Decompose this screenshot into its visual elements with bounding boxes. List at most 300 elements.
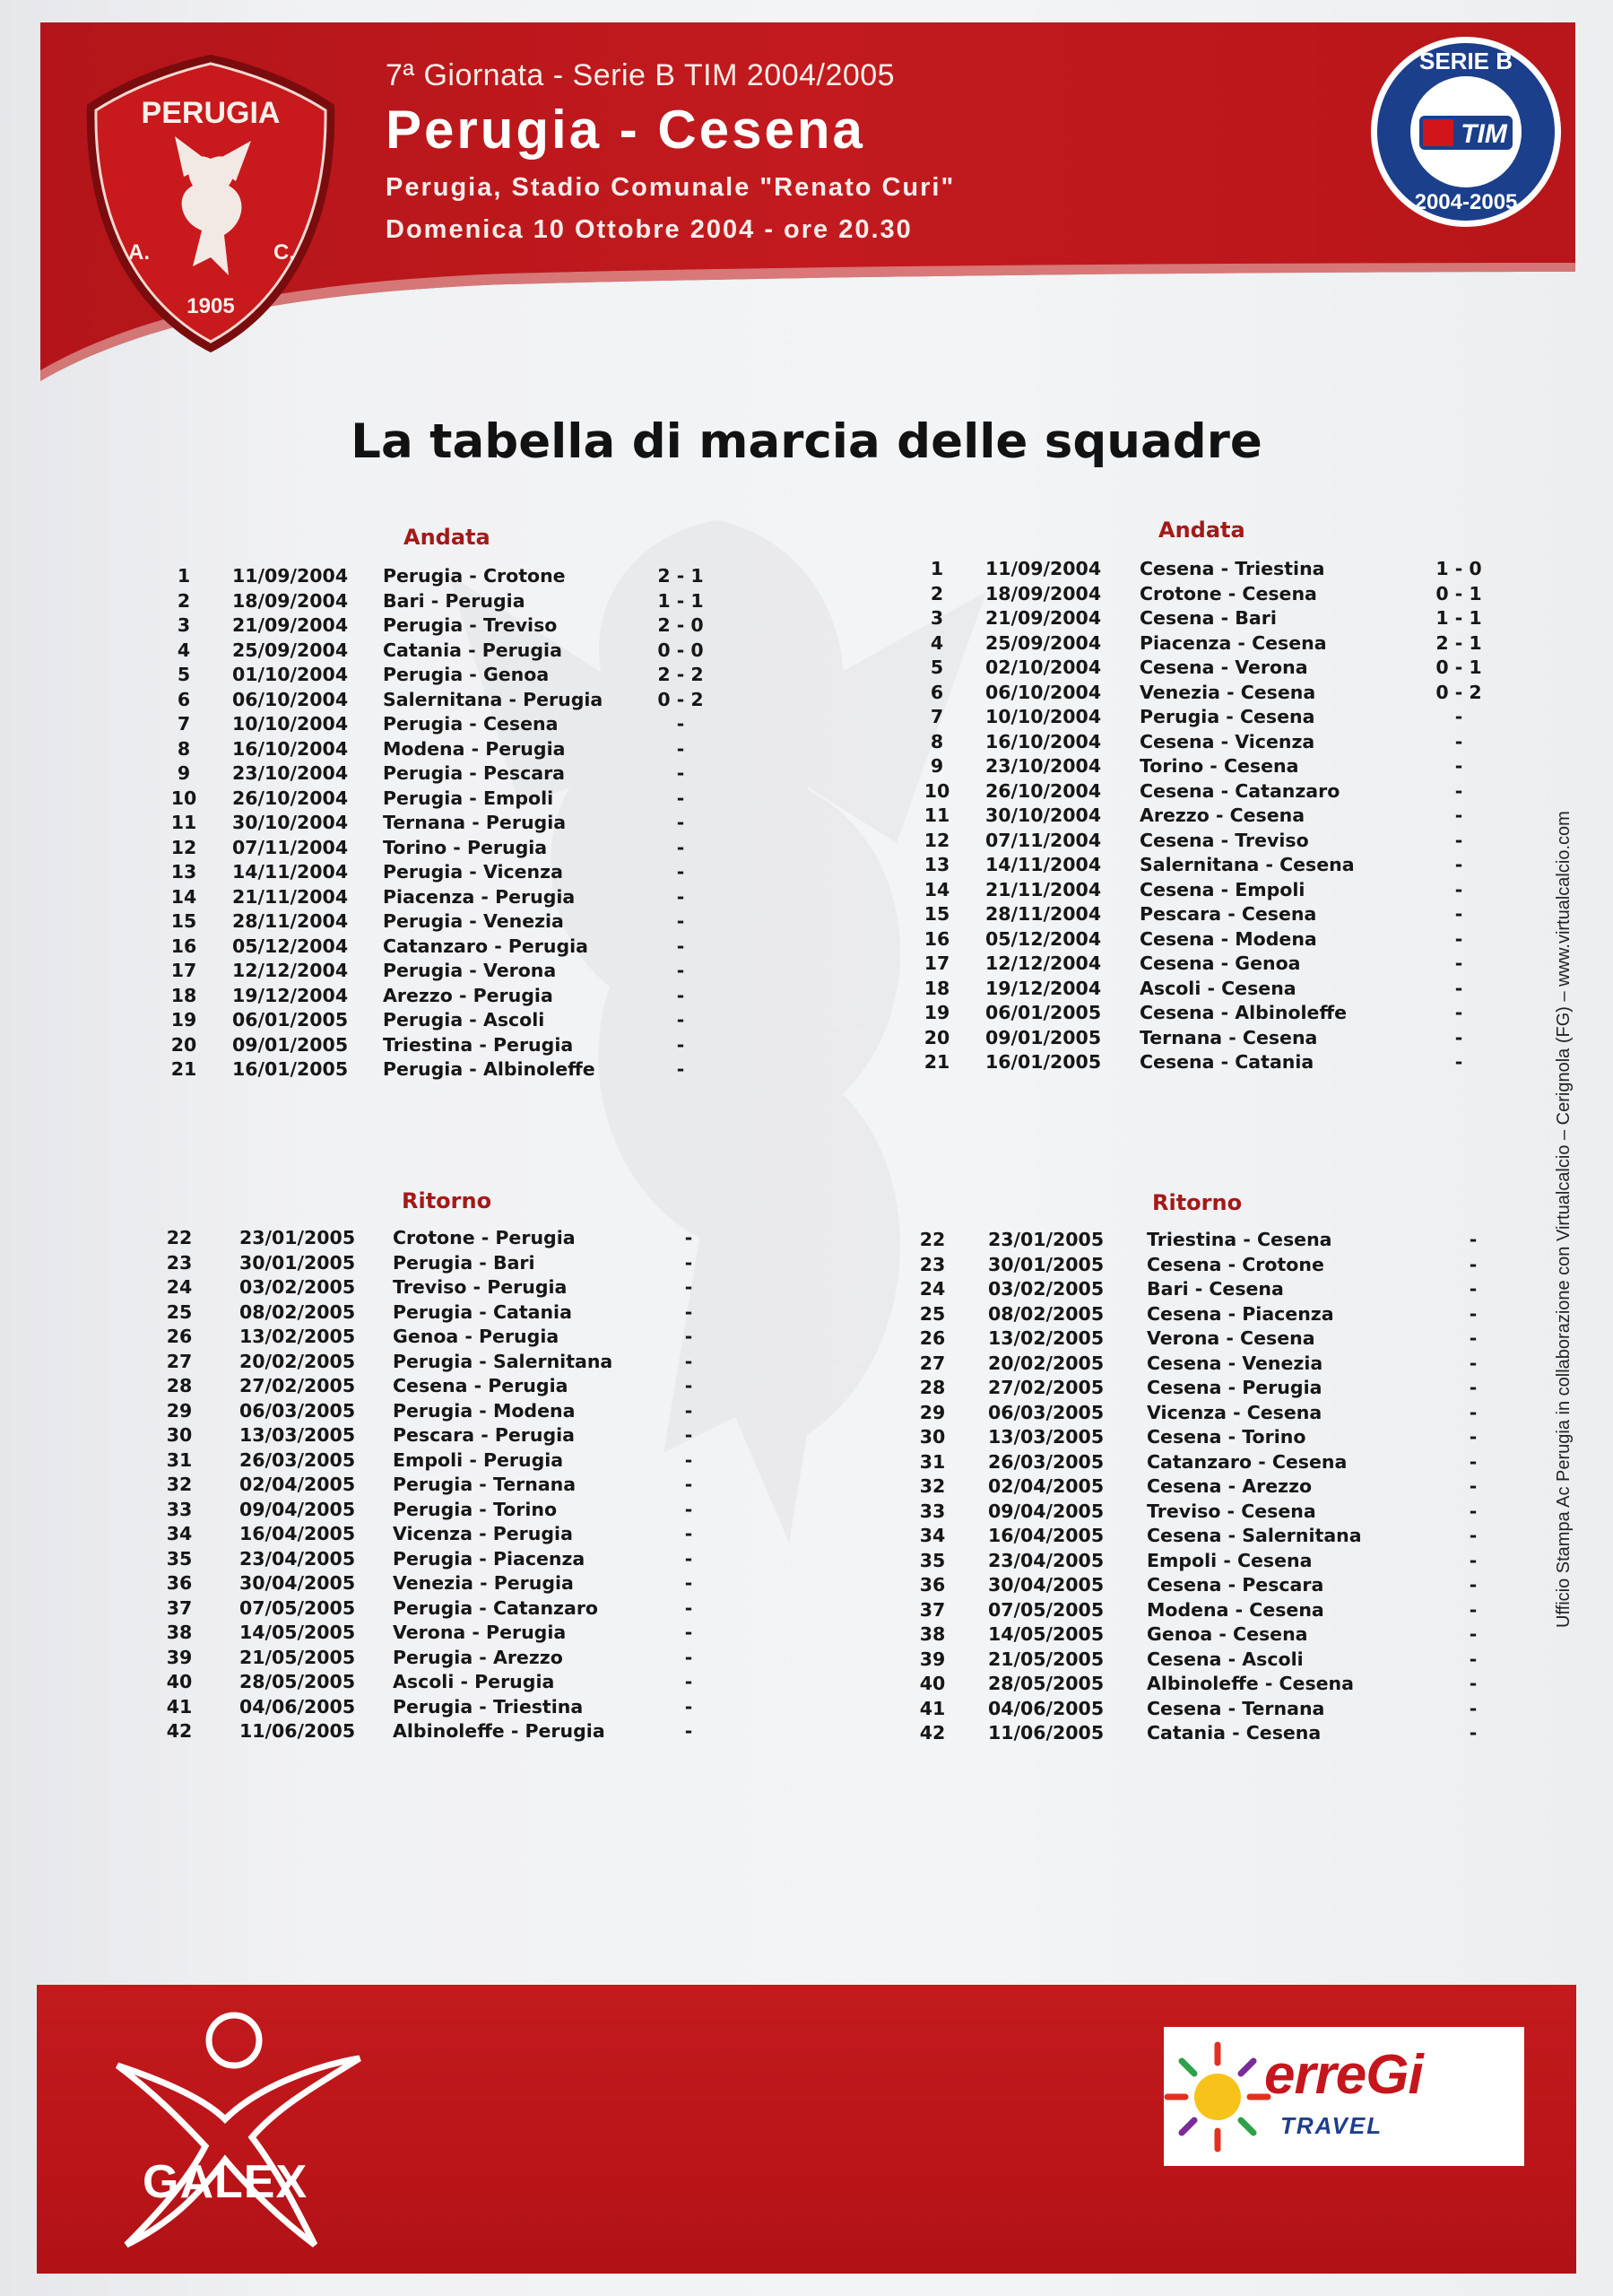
match-result: -	[684, 1276, 693, 1298]
round-number: 3	[930, 607, 944, 629]
match-result: -	[1454, 706, 1463, 727]
fixture-row	[166, 590, 731, 615]
fixture-row	[166, 689, 731, 714]
match-result: -	[684, 1572, 693, 1594]
match-teams: Perugia - Arezzo	[393, 1646, 563, 1668]
round-number: 21	[924, 1051, 950, 1073]
match-result: -	[684, 1448, 693, 1471]
match-teams: Vicenza - Perugia	[393, 1523, 573, 1544]
round-number: 32	[919, 1475, 946, 1497]
match-result: -	[1454, 1026, 1463, 1048]
fixture-row	[919, 1278, 1502, 1303]
match-date: 19/12/2004	[232, 984, 349, 1006]
round-number: 11	[170, 812, 197, 833]
match-teams: Verona - Cesena	[1147, 1327, 1315, 1349]
match-result: -	[1469, 1450, 1478, 1473]
fixture-row	[166, 886, 731, 911]
match-date: 06/01/2005	[232, 1009, 349, 1031]
fixture-row	[166, 1252, 731, 1277]
match-result: -	[684, 1671, 693, 1692]
round-number: 30	[166, 1424, 193, 1446]
match-teams: Catanzaro - Cesena	[1147, 1450, 1348, 1473]
match-date: 03/02/2005	[988, 1278, 1105, 1300]
round-number: 5	[177, 664, 191, 685]
match-result: -	[1469, 1722, 1478, 1744]
match-result: -	[1469, 1549, 1478, 1571]
fixture-row	[166, 1499, 731, 1524]
match-result: -	[684, 1523, 693, 1544]
match-result: -	[676, 787, 685, 809]
match-teams: Cesena - Bari	[1140, 607, 1277, 629]
match-result: 2 - 0	[657, 614, 704, 636]
round-number: 33	[919, 1500, 946, 1522]
match-teams: Cesena - Perugia	[1147, 1377, 1322, 1398]
round-number: 29	[919, 1401, 946, 1423]
round-number: 9	[177, 762, 191, 784]
match-result: -	[1469, 1278, 1478, 1300]
erregi-name: erreGi	[1264, 2044, 1423, 2106]
match-teams: Perugia - Salernitana	[393, 1350, 613, 1372]
match-result: -	[684, 1424, 693, 1446]
match-date: 25/09/2004	[232, 639, 349, 661]
fixture-row	[166, 1572, 731, 1597]
match-date: 27/02/2005	[988, 1377, 1105, 1398]
match-result: -	[1454, 878, 1463, 900]
round-number: 34	[166, 1523, 193, 1544]
match-date: 21/05/2005	[988, 1648, 1105, 1670]
match-date: 30/01/2005	[988, 1253, 1105, 1275]
match-date: 07/11/2004	[985, 829, 1102, 851]
match-teams: Venezia - Perugia	[393, 1572, 574, 1594]
match-date: 11/09/2004	[985, 558, 1102, 579]
fixture-row	[166, 1351, 731, 1376]
match-result: -	[684, 1300, 693, 1323]
galex-name: GALEX	[143, 2156, 308, 2208]
match-date: 08/02/2005	[239, 1300, 356, 1323]
fixture-row	[919, 1027, 1502, 1052]
fixture-row	[919, 682, 1502, 707]
stadium-label: Perugia, Stadio Comunale "Renato Curi"	[386, 173, 956, 202]
round-number: 2	[930, 582, 944, 604]
match-result: -	[676, 1009, 685, 1031]
round-number: 36	[919, 1574, 946, 1596]
fixture-row	[919, 1550, 1502, 1575]
match-teams: Genoa - Perugia	[393, 1326, 559, 1347]
match-result: -	[1469, 1697, 1478, 1719]
fixture-row	[919, 1451, 1502, 1476]
match-date: 01/10/2004	[232, 664, 349, 685]
round-number: 39	[166, 1646, 193, 1668]
match-teams: Cesena - Venezia	[1147, 1352, 1323, 1374]
match-teams: Cesena - Crotone	[1147, 1253, 1324, 1275]
match-result: 1 - 0	[1435, 558, 1482, 579]
match-teams: Cesena - Treviso	[1140, 829, 1309, 851]
match-teams: Modena - Cesena	[1147, 1598, 1324, 1621]
fixture-row	[919, 978, 1502, 1003]
match-result: -	[684, 1350, 693, 1372]
match-date: 18/09/2004	[985, 582, 1102, 604]
round-number: 15	[170, 910, 197, 932]
crest-letter-c: C.	[273, 240, 295, 265]
round-number: 28	[166, 1375, 193, 1396]
match-teams: Modena - Perugia	[383, 737, 566, 760]
match-date: 20/02/2005	[239, 1350, 356, 1372]
fixture-row	[919, 1623, 1502, 1648]
match-teams: Catanzaro - Perugia	[383, 935, 589, 957]
match-date: 26/03/2005	[239, 1448, 356, 1471]
match-teams: Arezzo - Perugia	[383, 984, 553, 1006]
fixture-row	[166, 565, 731, 590]
fixture-row	[919, 1402, 1502, 1427]
fixture-row	[166, 812, 731, 837]
serie-b-tim-logo	[1367, 33, 1565, 230]
match-result: -	[1469, 1401, 1478, 1423]
fixture-row	[919, 1327, 1502, 1352]
fixture-row	[166, 787, 731, 813]
match-result: -	[1469, 1352, 1478, 1374]
match-result: -	[676, 984, 685, 1006]
fixture-row	[166, 861, 731, 886]
fixture-row	[166, 985, 731, 1010]
match-teams: Torino - Cesena	[1140, 755, 1299, 777]
round-number: 14	[170, 885, 197, 908]
fixture-row	[166, 713, 731, 738]
match-date: 21/11/2004	[985, 878, 1102, 900]
match-date: 09/01/2005	[232, 1033, 349, 1056]
fixture-row	[919, 1475, 1502, 1500]
match-date: 07/05/2005	[988, 1598, 1105, 1621]
fixture-row	[166, 1647, 731, 1672]
match-result: 0 - 2	[657, 688, 704, 710]
match-result: -	[1454, 1002, 1463, 1023]
match-date: 06/03/2005	[239, 1399, 356, 1422]
round-number: 8	[930, 730, 944, 752]
fixture-row	[919, 1426, 1502, 1451]
match-result: -	[684, 1251, 693, 1274]
fixture-row	[166, 1671, 731, 1696]
match-date: 16/10/2004	[232, 737, 349, 760]
match-result: -	[1469, 1426, 1478, 1448]
match-date: 14/11/2004	[232, 861, 349, 883]
round-number: 27	[919, 1352, 946, 1374]
fixture-row	[919, 1500, 1502, 1526]
match-date: 06/10/2004	[985, 681, 1102, 703]
fixture-row	[919, 952, 1502, 978]
fixture-row	[919, 1722, 1502, 1747]
round-number: 42	[166, 1720, 193, 1742]
match-teams: Cesena - Arezzo	[1147, 1475, 1313, 1497]
round-number: 6	[177, 688, 191, 710]
fixture-row	[919, 1648, 1502, 1674]
match-result: -	[676, 861, 685, 883]
round-number: 31	[166, 1448, 193, 1471]
match-result: -	[1454, 755, 1463, 777]
match-teams: Salernitana - Cesena	[1140, 854, 1355, 875]
fixture-row	[166, 1009, 731, 1034]
match-date: 14/05/2005	[988, 1623, 1105, 1645]
match-teams: Piacenza - Cesena	[1140, 631, 1327, 654]
match-teams: Bari - Perugia	[383, 589, 525, 612]
fixture-row	[166, 1227, 731, 1252]
match-teams: Cesena - Genoa	[1140, 952, 1301, 974]
fixture-row	[919, 1352, 1502, 1378]
match-result: -	[684, 1498, 693, 1520]
match-result: -	[684, 1474, 693, 1495]
match-date: 16/01/2005	[232, 1058, 349, 1080]
round-number: 21	[170, 1058, 197, 1080]
match-teams: Cesena - Ternana	[1147, 1697, 1325, 1719]
fixture-row	[166, 1058, 731, 1083]
match-result: -	[1469, 1302, 1478, 1325]
match-result: -	[676, 910, 685, 932]
fixture-row	[166, 1523, 731, 1548]
round-number: 37	[919, 1598, 946, 1621]
match-teams: Empoli - Perugia	[393, 1448, 564, 1471]
round-number: 31	[919, 1450, 946, 1473]
match-teams: Cesena - Ascoli	[1147, 1648, 1304, 1670]
match-result: -	[1454, 829, 1463, 851]
match-result: -	[676, 762, 685, 784]
round-number: 12	[924, 829, 950, 851]
match-date: 28/05/2005	[988, 1673, 1105, 1694]
match-date: 16/04/2005	[239, 1523, 356, 1544]
fixture-row	[919, 903, 1502, 928]
match-result: -	[1454, 952, 1463, 974]
round-number: 16	[924, 927, 950, 950]
round-number: 7	[177, 713, 191, 735]
round-number: 38	[166, 1622, 193, 1643]
round-number: 24	[919, 1278, 946, 1300]
match-result: -	[684, 1547, 693, 1570]
match-result: -	[1469, 1500, 1478, 1522]
match-result: -	[1469, 1327, 1478, 1349]
match-teams: Perugia - Verona	[383, 960, 557, 981]
match-teams: Ternana - Cesena	[1140, 1026, 1318, 1048]
match-date: 21/11/2004	[232, 885, 349, 908]
date-label: Domenica 10 Ottobre 2004 - ore 20.30	[386, 215, 913, 244]
match-teams: Crotone - Cesena	[1140, 582, 1317, 604]
perugia-ritorno-table	[166, 1227, 731, 1745]
round-number: 35	[919, 1549, 946, 1571]
match-teams: Venezia - Cesena	[1140, 681, 1316, 703]
round-number: 19	[170, 1009, 197, 1031]
round-number: 27	[166, 1350, 193, 1372]
season-label: 2004-2005	[1414, 190, 1518, 214]
match-date: 12/12/2004	[232, 960, 349, 981]
match-date: 13/02/2005	[988, 1327, 1105, 1349]
match-result: -	[676, 960, 685, 981]
round-number: 42	[919, 1722, 946, 1744]
round-number: 22	[919, 1229, 946, 1250]
match-date: 13/03/2005	[988, 1426, 1105, 1448]
round-number: 3	[177, 614, 191, 636]
match-result: 2 - 2	[657, 664, 704, 685]
round-number: 10	[924, 779, 950, 802]
fixture-row	[919, 607, 1502, 632]
round-number: 24	[166, 1276, 193, 1298]
match-date: 09/01/2005	[985, 1026, 1102, 1048]
match-teams: Perugia - Empoli	[383, 787, 554, 809]
match-date: 04/06/2005	[239, 1695, 356, 1718]
erregi-travel-label: TRAVEL	[1280, 2112, 1383, 2139]
match-result: 0 - 1	[1435, 582, 1482, 604]
match-result: -	[1469, 1229, 1478, 1250]
match-date: 28/05/2005	[239, 1671, 356, 1692]
page-title: La tabella di marcia delle squadre	[351, 414, 1262, 469]
match-result: -	[684, 1227, 693, 1248]
match-date: 23/04/2005	[988, 1549, 1105, 1571]
match-result: -	[684, 1399, 693, 1422]
match-date: 09/04/2005	[239, 1498, 356, 1520]
footer-banner	[37, 1985, 1576, 2274]
round-number: 28	[919, 1377, 946, 1398]
round-number: 1	[177, 565, 191, 587]
round-number: 38	[919, 1623, 946, 1645]
match-date: 10/10/2004	[232, 713, 349, 735]
round-number: 14	[924, 878, 950, 900]
match-result: -	[1469, 1253, 1478, 1275]
match-teams: Verona - Perugia	[393, 1622, 567, 1643]
giornata-label: 7ª Giornata - Serie B TIM 2004/2005	[386, 58, 896, 92]
match-date: 06/10/2004	[232, 688, 349, 710]
match-teams: Catania - Perugia	[383, 639, 562, 661]
match-result: -	[676, 1033, 685, 1056]
match-teams: Cesena - Vicenza	[1140, 730, 1315, 752]
round-number: 17	[170, 960, 197, 981]
match-teams: Torino - Perugia	[383, 836, 548, 858]
crest-letter-a: A.	[128, 240, 150, 265]
match-teams: Triestina - Cesena	[1147, 1229, 1332, 1250]
fixture-row	[166, 738, 731, 763]
match-teams: Perugia - Catanzaro	[393, 1596, 599, 1619]
round-number: 5	[930, 657, 944, 678]
match-result: -	[1454, 977, 1463, 999]
match-result: -	[676, 1058, 685, 1080]
side-credit-text: Ufficio Stampa Ac Perugia in collaborazione con Virtualcalcio – Cerignola (FG) – www.virtualcalcio.com	[1554, 811, 1574, 1628]
match-result: -	[1469, 1574, 1478, 1596]
round-number: 29	[166, 1399, 193, 1422]
match-date: 07/11/2004	[232, 836, 349, 858]
match-date: 04/06/2005	[988, 1697, 1105, 1719]
match-teams: Treviso - Cesena	[1147, 1500, 1316, 1522]
match-date: 30/01/2005	[239, 1251, 356, 1274]
header-banner	[40, 22, 1575, 381]
match-teams: Perugia - Triestina	[393, 1695, 584, 1718]
match-result: -	[676, 737, 685, 760]
match-teams: Bari - Cesena	[1147, 1278, 1284, 1300]
match-date: 30/10/2004	[232, 812, 349, 833]
match-teams: Perugia - Albinoleffe	[383, 1058, 595, 1080]
match-result: -	[1469, 1598, 1478, 1621]
match-date: 23/04/2005	[239, 1547, 356, 1570]
fixture-row	[166, 1474, 731, 1499]
match-result: -	[684, 1596, 693, 1619]
fixture-row	[166, 1424, 731, 1449]
round-number: 26	[166, 1326, 193, 1347]
fixture-row	[166, 614, 731, 639]
match-teams: Cesena - Triestina	[1140, 558, 1325, 579]
cesena-ritorno-table	[919, 1229, 1502, 1747]
fixture-row	[166, 1400, 731, 1425]
match-result: -	[1469, 1623, 1478, 1645]
match-result: -	[1469, 1377, 1478, 1398]
match-teams: Perugia - Torino	[393, 1498, 558, 1520]
fixture-row	[166, 1375, 731, 1400]
match-teams: Vicenza - Cesena	[1147, 1401, 1322, 1423]
match-teams: Cesena - Albinoleffe	[1140, 1002, 1347, 1023]
match-result: 0 - 0	[657, 639, 704, 661]
match-result: -	[676, 812, 685, 833]
match-result: -	[676, 885, 685, 908]
cesena-andata-table	[919, 558, 1502, 1076]
round-number: 15	[924, 903, 950, 925]
match-teams: Perugia - Venezia	[383, 910, 564, 932]
match-date: 02/04/2005	[239, 1474, 356, 1495]
match-teams: Empoli - Cesena	[1147, 1549, 1313, 1571]
match-result: -	[684, 1695, 693, 1718]
fixture-row	[166, 639, 731, 665]
round-number: 10	[170, 787, 197, 809]
match-date: 02/10/2004	[985, 657, 1102, 678]
fixture-row	[919, 1673, 1502, 1698]
match-teams: Perugia - Ascoli	[383, 1009, 545, 1031]
round-number: 2	[177, 589, 191, 612]
fixture-row	[166, 762, 731, 787]
match-date: 08/02/2005	[988, 1302, 1105, 1325]
match-teams: Perugia - Cesena	[383, 713, 559, 735]
match-result: -	[1454, 927, 1463, 950]
match-result: -	[1454, 1051, 1463, 1073]
round-number: 17	[924, 952, 950, 974]
round-number: 34	[919, 1525, 946, 1546]
round-number: 26	[919, 1327, 946, 1349]
tim-label: TIM	[1461, 119, 1507, 149]
match-teams: Cesena - Modena	[1140, 927, 1317, 950]
match-title: Perugia - Cesena	[386, 100, 865, 160]
match-teams: Ascoli - Cesena	[1140, 977, 1296, 999]
match-date: 02/04/2005	[988, 1475, 1105, 1497]
fixture-row	[166, 1720, 731, 1745]
match-teams: Cesena - Piacenza	[1147, 1302, 1334, 1325]
match-teams: Pescara - Cesena	[1140, 903, 1317, 925]
fixture-row	[919, 1377, 1502, 1402]
match-result: -	[684, 1326, 693, 1347]
match-date: 16/04/2005	[988, 1525, 1105, 1546]
match-date: 10/10/2004	[985, 706, 1102, 727]
match-result: -	[676, 713, 685, 735]
match-teams: Triestina - Perugia	[383, 1033, 574, 1056]
serie-b-label: SERIE B	[1418, 48, 1513, 74]
fixture-row	[166, 1696, 731, 1721]
match-date: 21/09/2004	[232, 614, 349, 636]
match-date: 11/09/2004	[232, 565, 349, 587]
match-result: -	[684, 1720, 693, 1742]
match-result: 2 - 1	[657, 565, 704, 587]
match-result: -	[1469, 1475, 1478, 1497]
round-number: 22	[166, 1227, 193, 1248]
match-teams: Perugia - Catania	[393, 1300, 572, 1323]
match-teams: Cesena - Catanzaro	[1140, 779, 1340, 802]
match-date: 14/11/2004	[985, 854, 1102, 875]
round-number: 13	[170, 861, 197, 883]
fixture-row	[919, 558, 1502, 583]
match-result: -	[1454, 779, 1463, 802]
erregi-travel-logo	[1164, 2027, 1524, 2166]
round-number: 40	[919, 1673, 946, 1694]
perugia-crest-logo	[76, 51, 345, 356]
match-date: 18/09/2004	[232, 589, 349, 612]
match-date: 06/03/2005	[988, 1401, 1105, 1423]
